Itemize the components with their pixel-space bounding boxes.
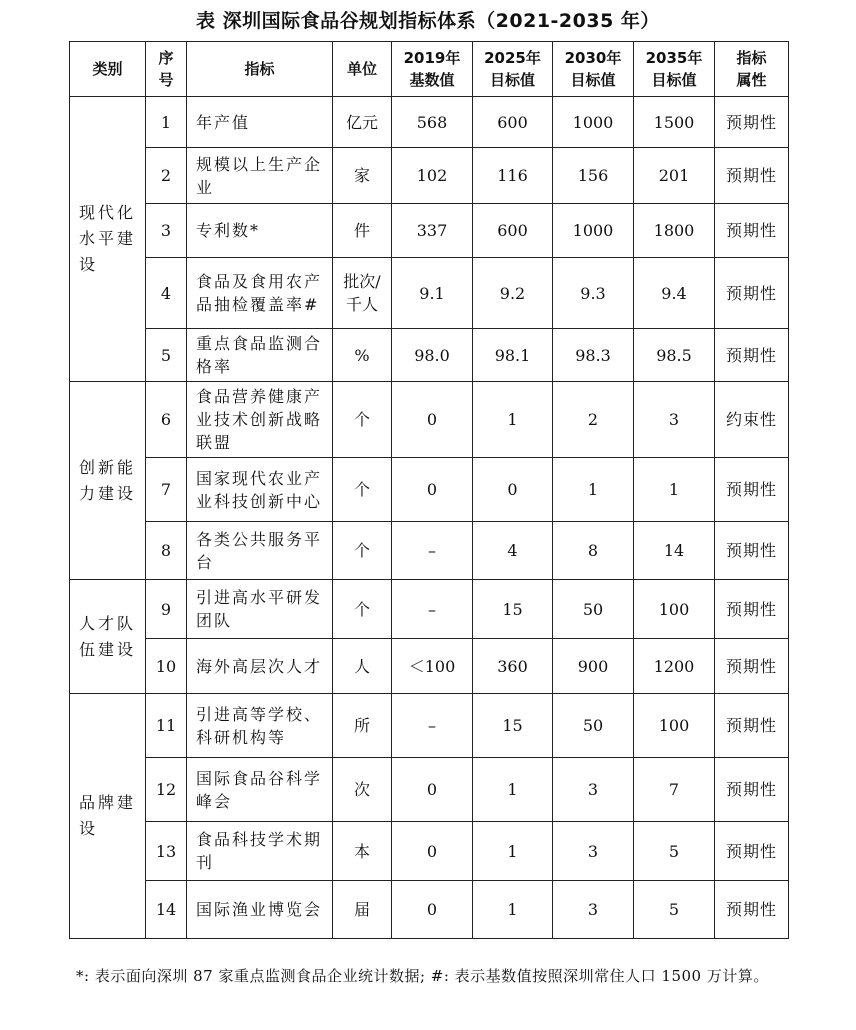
row-2035: 100	[634, 580, 715, 639]
row-2030: 50	[553, 694, 634, 758]
row-2019: 568	[392, 97, 473, 148]
row-indicator: 规模以上生产企业	[187, 148, 333, 204]
category-cell: 品牌建设	[70, 694, 146, 939]
row-no: 3	[146, 204, 187, 258]
row-2019: 0	[392, 758, 473, 822]
row-2030: 50	[553, 580, 634, 639]
row-no: 7	[146, 458, 187, 522]
row-no: 11	[146, 694, 187, 758]
row-2019: –	[392, 522, 473, 580]
row-indicator: 国际渔业博览会	[187, 881, 333, 939]
row-attribute: 预期性	[715, 580, 789, 639]
row-indicator: 专利数*	[187, 204, 333, 258]
row-2030: 1000	[553, 204, 634, 258]
row-attribute: 预期性	[715, 97, 789, 148]
row-attribute: 预期性	[715, 522, 789, 580]
row-2030: 3	[553, 758, 634, 822]
header-attribute: 指标 属性	[715, 42, 789, 97]
table-row	[70, 204, 789, 258]
row-attribute: 预期性	[715, 822, 789, 881]
table-row	[70, 458, 789, 522]
row-2025: 1	[473, 881, 553, 939]
row-indicator: 国家现代农业产业科技创新中心	[187, 458, 333, 522]
row-indicator: 食品科技学术期刊	[187, 822, 333, 881]
row-attribute: 预期性	[715, 258, 789, 329]
row-indicator: 年产值	[187, 97, 333, 148]
table-row	[70, 694, 789, 758]
row-2030: 2	[553, 382, 634, 458]
row-2025: 98.1	[473, 329, 553, 382]
row-2030: 156	[553, 148, 634, 204]
table-row	[70, 382, 789, 458]
row-2035: 100	[634, 694, 715, 758]
table-row	[70, 148, 789, 204]
header-indicator: 指标	[187, 42, 333, 97]
row-2035: 1	[634, 458, 715, 522]
row-attribute: 预期性	[715, 881, 789, 939]
row-attribute: 约束性	[715, 382, 789, 458]
row-no: 4	[146, 258, 187, 329]
row-no: 8	[146, 522, 187, 580]
row-indicator: 食品营养健康产业技术创新战略联盟	[187, 382, 333, 458]
row-indicator: 引进高水平研发团队	[187, 580, 333, 639]
row-2019: 9.1	[392, 258, 473, 329]
table-row	[70, 329, 789, 382]
row-attribute: 预期性	[715, 329, 789, 382]
category-cell: 创新能力建设	[70, 382, 146, 580]
row-2019: 0	[392, 881, 473, 939]
table-row	[70, 639, 789, 694]
row-attribute: 预期性	[715, 694, 789, 758]
indicator-table	[69, 41, 789, 939]
table-row	[70, 522, 789, 580]
row-2030: 98.3	[553, 329, 634, 382]
row-2035: 98.5	[634, 329, 715, 382]
row-attribute: 预期性	[715, 458, 789, 522]
table-row	[70, 258, 789, 329]
row-unit: 亿元	[333, 97, 392, 148]
header-2030: 2030年 目标值	[553, 42, 634, 97]
row-2025: 9.2	[473, 258, 553, 329]
row-unit: 个	[333, 382, 392, 458]
row-2035: 5	[634, 881, 715, 939]
table-row	[70, 822, 789, 881]
row-2030: 3	[553, 881, 634, 939]
row-2035: 201	[634, 148, 715, 204]
row-no: 1	[146, 97, 187, 148]
row-2025: 1	[473, 382, 553, 458]
row-2019: –	[392, 694, 473, 758]
header-category: 类别	[70, 42, 146, 97]
row-no: 9	[146, 580, 187, 639]
row-unit: 本	[333, 822, 392, 881]
row-indicator: 各类公共服务平台	[187, 522, 333, 580]
row-2030: 9.3	[553, 258, 634, 329]
table-row	[70, 97, 789, 148]
row-unit: 次	[333, 758, 392, 822]
row-2025: 4	[473, 522, 553, 580]
row-unit: 批次/千人	[333, 258, 392, 329]
row-unit: %	[333, 329, 392, 382]
table-row	[70, 758, 789, 822]
row-2030: 900	[553, 639, 634, 694]
row-2019: 0	[392, 822, 473, 881]
category-cell: 现代化水平建设	[70, 97, 146, 382]
header-unit: 单位	[333, 42, 392, 97]
row-2019: –	[392, 580, 473, 639]
row-2019: 337	[392, 204, 473, 258]
row-no: 10	[146, 639, 187, 694]
row-no: 12	[146, 758, 187, 822]
row-unit: 个	[333, 522, 392, 580]
row-2035: 1200	[634, 639, 715, 694]
row-indicator: 海外高层次人才	[187, 639, 333, 694]
row-2030: 1000	[553, 97, 634, 148]
header-2019: 2019年 基数值	[392, 42, 473, 97]
category-cell: 人才队伍建设	[70, 580, 146, 694]
row-indicator: 食品及食用农产品抽检覆盖率#	[187, 258, 333, 329]
header-row	[70, 42, 789, 97]
row-2019: 98.0	[392, 329, 473, 382]
row-2025: 15	[473, 694, 553, 758]
header-2025: 2025年 目标值	[473, 42, 553, 97]
row-2035: 7	[634, 758, 715, 822]
row-attribute: 预期性	[715, 758, 789, 822]
row-unit: 届	[333, 881, 392, 939]
row-no: 5	[146, 329, 187, 382]
row-2035: 1500	[634, 97, 715, 148]
row-no: 2	[146, 148, 187, 204]
row-attribute: 预期性	[715, 639, 789, 694]
row-attribute: 预期性	[715, 204, 789, 258]
row-2025: 15	[473, 580, 553, 639]
header-seq: 序 号	[146, 42, 187, 97]
row-2025: 116	[473, 148, 553, 204]
row-2025: 1	[473, 822, 553, 881]
row-attribute: 预期性	[715, 148, 789, 204]
row-2025: 1	[473, 758, 553, 822]
footnote: *: 表示面向深圳 87 家重点监测食品企业统计数据; #: 表示基数值按照深圳常住人口 1500 万计算。	[76, 967, 769, 985]
row-2025: 600	[473, 204, 553, 258]
row-unit: 个	[333, 580, 392, 639]
row-no: 14	[146, 881, 187, 939]
row-indicator: 国际食品谷科学峰会	[187, 758, 333, 822]
row-unit: 所	[333, 694, 392, 758]
row-2030: 8	[553, 522, 634, 580]
row-2035: 3	[634, 382, 715, 458]
row-2025: 600	[473, 97, 553, 148]
row-unit: 家	[333, 148, 392, 204]
table-row	[70, 881, 789, 939]
header-2035: 2035年 目标值	[634, 42, 715, 97]
row-unit: 个	[333, 458, 392, 522]
row-unit: 人	[333, 639, 392, 694]
row-2025: 360	[473, 639, 553, 694]
row-2025: 0	[473, 458, 553, 522]
table-title: 表 深圳国际食品谷规划指标体系（2021-2035 年）	[196, 10, 660, 32]
row-2030: 3	[553, 822, 634, 881]
table-row	[70, 580, 789, 639]
row-indicator: 引进高等学校、科研机构等	[187, 694, 333, 758]
row-2019: ＜100	[392, 639, 473, 694]
row-2019: 0	[392, 382, 473, 458]
row-2035: 14	[634, 522, 715, 580]
row-2019: 102	[392, 148, 473, 204]
row-2019: 0	[392, 458, 473, 522]
row-2035: 5	[634, 822, 715, 881]
row-no: 6	[146, 382, 187, 458]
row-unit: 件	[333, 204, 392, 258]
row-indicator: 重点食品监测合格率	[187, 329, 333, 382]
row-2035: 1800	[634, 204, 715, 258]
row-2030: 1	[553, 458, 634, 522]
row-no: 13	[146, 822, 187, 881]
row-2035: 9.4	[634, 258, 715, 329]
